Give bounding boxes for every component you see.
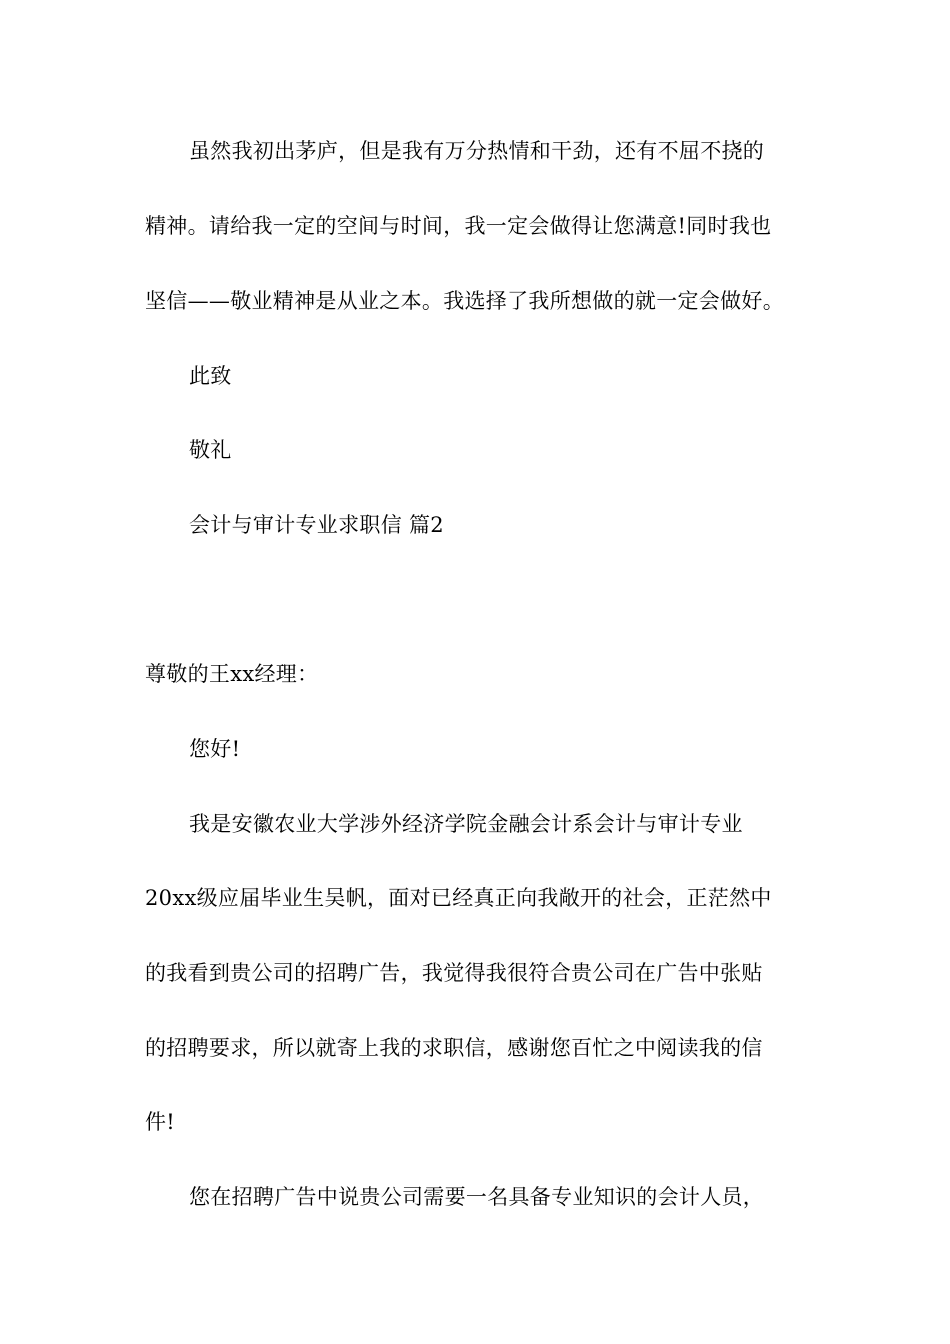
paragraph-line: 的招聘要求，所以就寄上我的求职信，感谢您百忙之中阅读我的信 <box>145 1036 763 1060</box>
greeting-line: 您好! <box>189 737 241 761</box>
paragraph-line: 的我看到贵公司的招聘广告，我觉得我很符合贵公司在广告中张贴 <box>145 961 763 985</box>
paragraph-line: 您在招聘广告中说贵公司需要一名具备专业知识的会计人员， <box>189 1185 765 1209</box>
paragraph-line: 虽然我初出茅庐，但是我有万分热情和干劲，还有不屈不挠的 <box>189 139 765 163</box>
section-heading: 会计与审计专业求职信 篇2 <box>189 513 444 537</box>
paragraph-line: 我是安徽农业大学涉外经济学院金融会计系会计与审计专业 <box>189 812 743 836</box>
paragraph-line: 坚信——敬业精神是从业之本。我选择了我所想做的就一定会做好。 <box>145 289 784 313</box>
paragraph-line: 精神。请给我一定的空间与时间，我一定会做得让您满意!同时我也 <box>145 214 772 238</box>
paragraph-line: 20xx级应届毕业生吴帆，面对已经真正向我敞开的社会，正茫然中 <box>145 886 772 910</box>
closing-regards: 敬礼 <box>189 438 232 462</box>
letter-salutation: 尊敬的王xx经理： <box>145 662 319 686</box>
closing-salutation: 此致 <box>189 364 232 388</box>
paragraph-line: 件! <box>145 1110 176 1134</box>
